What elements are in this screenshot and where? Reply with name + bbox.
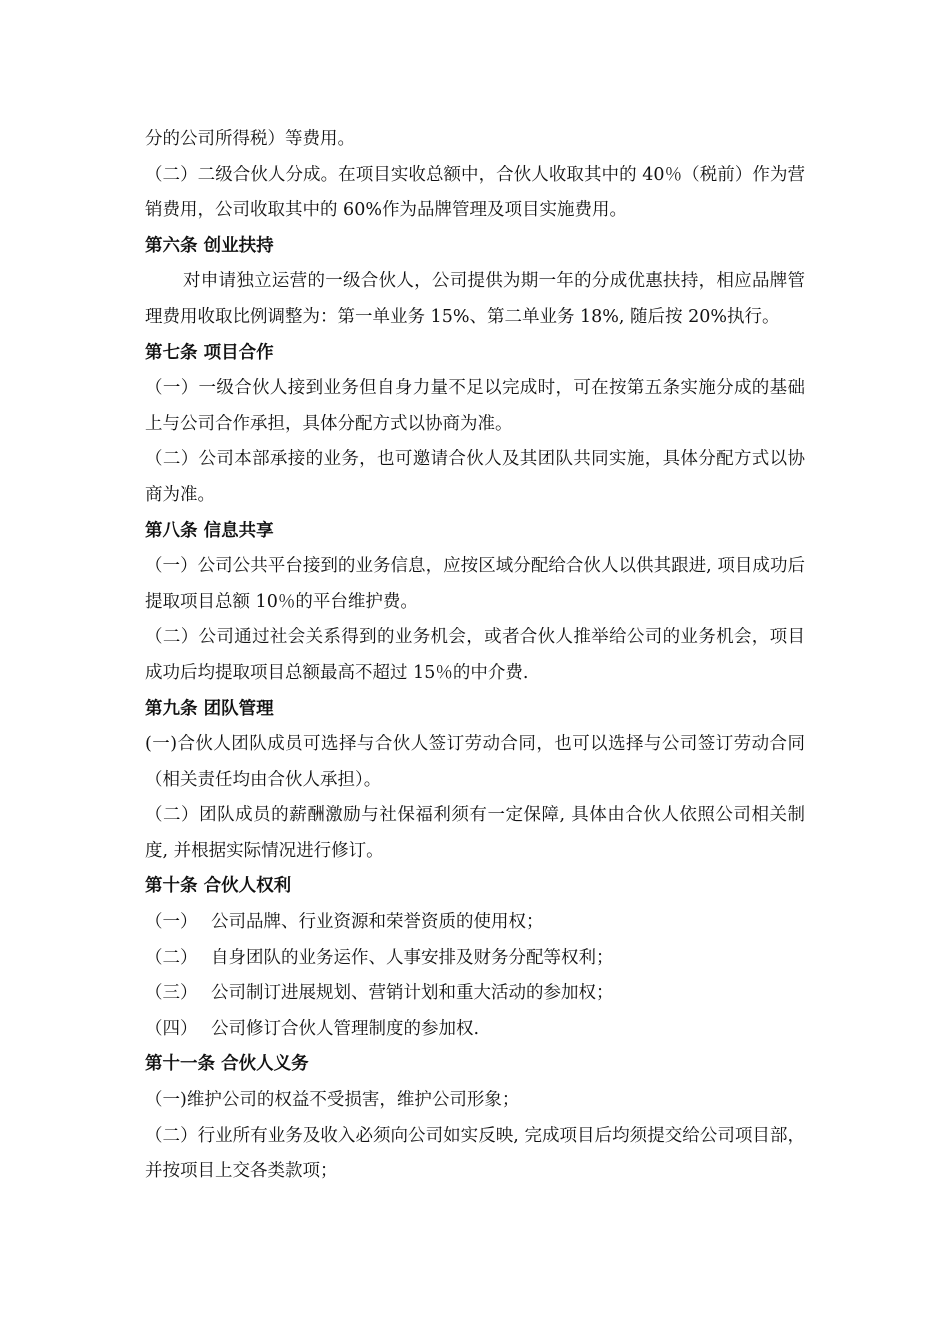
rights-list-item [145,976,805,1012]
rights-list-item [145,905,805,941]
paragraph: 分的公司所得税）等费用。 [145,129,355,149]
list-item-text: 公司品牌、行业资源和荣誉资质的使用权； [211,912,544,933]
article-9-heading: 第九条 团队管理 [145,698,274,719]
article-6-heading: 第六条 创业扶持 [145,235,274,256]
list-marker: （二） [145,947,198,968]
list-item-text: 自身团队的业务运作、人事安排及财务分配等权利； [211,947,614,968]
document-body [145,122,805,1190]
paragraph: （二）公司通过社会关系得到的业务机会，或者合伙人推举给公司的业务机会，项目成功后均提取项目总额最高不超过 15％的中介费. [145,627,805,683]
paragraph: （一）一级合伙人接到业务但自身力量不足以完成时，可在按第五条实施分成的基础上与公司合作承担，具体分配方式以协商为准。 [145,378,805,434]
list-marker: （四） [145,1018,198,1039]
paragraph: (一)合伙人团队成员可选择与合伙人签订劳动合同，也可以选择与公司签订劳动合同（相关责任均由合伙人承担）。 [145,734,805,790]
article-10-heading: 第十条 合伙人权利 [145,876,292,897]
paragraph: （二）行业所有业务及收入必须向公司如实反映, 完成项目后均须提交给公司项目部，并按项目上交各类款项； [145,1125,805,1182]
paragraph: （二）公司本部承接的业务，也可邀请合伙人及其团队共同实施，具体分配方式以协商为准。 [145,449,805,505]
paragraph: （二）团队成员的薪酬激励与社保福利须有一定保障, 具体由合伙人依照公司相关制度, 并根据实际情况进行修订。 [145,805,805,861]
article-11-heading: 第十一条 合伙人义务 [145,1054,309,1075]
article-7-heading: 第七条 项目合作 [145,342,274,363]
paragraph: （二）二级合伙人分成。在项目实收总额中，合伙人收取其中的 40％（税前）作为营销费用，公司收取其中的 60%作为品牌管理及项目实施费用。 [145,164,805,221]
rights-list-item [145,1012,805,1048]
paragraph: 对申请独立运营的一级合伙人，公司提供为期一年的分成优惠扶持，相应品牌管理费用收取比例调整为：第一单业务 15%、第二单业务 18%, 随后按 20%执行。 [145,271,805,327]
rights-list-item [145,941,805,977]
list-item-text: 公司制订进展规划、营销计划和重大活动的参加权； [211,983,614,1004]
list-marker: （三） [145,983,198,1004]
list-item-text: 公司修订合伙人管理制度的参加权. [211,1018,480,1039]
paragraph: （一）公司公共平台接到的业务信息，应按区域分配给合伙人以供其跟进, 项目成功后提取项目总额 10％的平台维护费。 [145,556,805,612]
list-marker: （一） [145,912,198,933]
paragraph: （一)维护公司的权益不受损害，维护公司形象； [145,1090,520,1111]
article-8-heading: 第八条 信息共享 [145,520,274,541]
